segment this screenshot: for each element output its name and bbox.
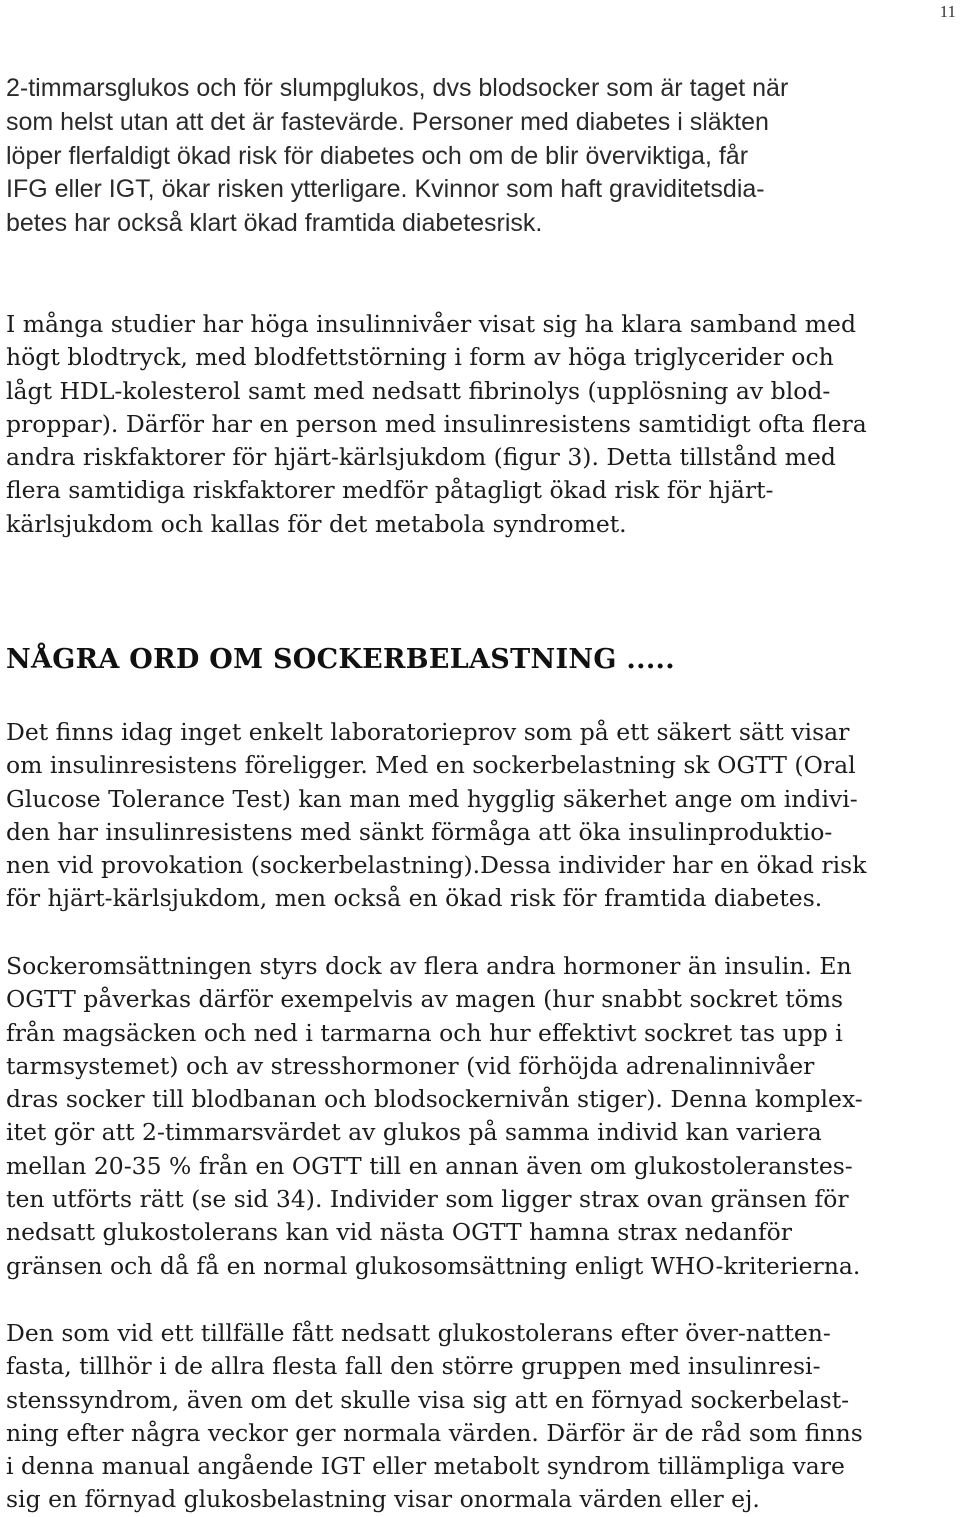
paragraph-impaired-tolerance: Den som vid ett tillfälle fått nedsatt glukostolerans efter över-natten- fasta, tillhör i de allra flesta fall den större gruppen med insulinresi- stenssyndrom, även om det skulle visa sig att en förnyad sockerbelast- ning efter några veckor ger normala värden. Därför är de råd som finns i denna manual angående IGT eller metabolt syndrom tillämpliga vare sig en förnyad glukosbelastning visar onormala värden eller ej. bbox=[6, 1319, 863, 1514]
paragraph-glucose-risk: 2-timmarsglukos och för slumpglukos, dvs blodsocker som är taget när som helst utan att det är fastevärde. Personer med diabetes i släkten löper flerfaldigt ökad risk för diabetes och om de blir överviktiga, får IFG eller IGT, ökar risken ytterligare. Kvinnor som haft graviditetsdia- betes har också klart ökad framtida diabetesrisk. bbox=[6, 74, 789, 238]
paragraph-insulin-studies: I många studier har höga insulinnivåer visat sig ha klara samband med högt blodtryck, med blodfettstörning i form av höga triglycerider och lågt HDL-kolesterol samt med nedsatt fibrinolys (upplösning av blod- proppar). Därför har en person med insulinresistens samtidigt ofta flera andra riskfaktorer för hjärt-kärlsjukdom (figur 3). Detta tillstånd med flera samtidiga riskfaktorer medför påtagligt ökad risk för hjärt- kärlsjukdom och kallas för det metabola syndromet. bbox=[6, 310, 867, 538]
page-number: 11 bbox=[939, 2, 956, 21]
paragraph-sugar-metabolism: Sockeromsättningen styrs dock av flera andra hormoner än insulin. En OGTT påverkas därför exempelvis av magen (hur snabbt sockret töms från magsäcken och ned i tarmarna och hur effektivt sockret tas upp i tarmsystemet) och av stresshormoner (vid förhöjda adrenalinnivåer dras socker till blodbanan och blodsockernivån stiger). Denna komplex- itet gör att 2-timmarsvärdet av glukos på samma individ kan variera mellan 20-35 % från en OGTT till en annan även om glukostoleranstes- ten utförts rätt (se sid 34). Individer som ligger strax ovan gränsen för nedsatt glukostolerans kan vid nästa OGTT hamna strax nedanför gränsen och då få en normal glukosomsättning enligt WHO-kriterierna. bbox=[6, 952, 863, 1280]
paragraph-ogtt-intro: Det finns idag inget enkelt laboratorieprov som på ett säkert sätt visar om insulinresistens föreligger. Med en sockerbelastning sk OGTT (Oral Glucose Tolerance Test) kan man med hygglig säkerhet ange om indivi- den har insulinresistens med sänkt förmåga att öka insulinproduktio- nen vid provokation (sockerbelastning).Dessa individer har en ökad risk för hjärt-kärlsjukdom, men också en ökad risk för framtida diabetes. bbox=[6, 718, 867, 913]
section-heading: NÅGRA ORD OM SOCKERBELASTNING ..... bbox=[6, 644, 675, 675]
